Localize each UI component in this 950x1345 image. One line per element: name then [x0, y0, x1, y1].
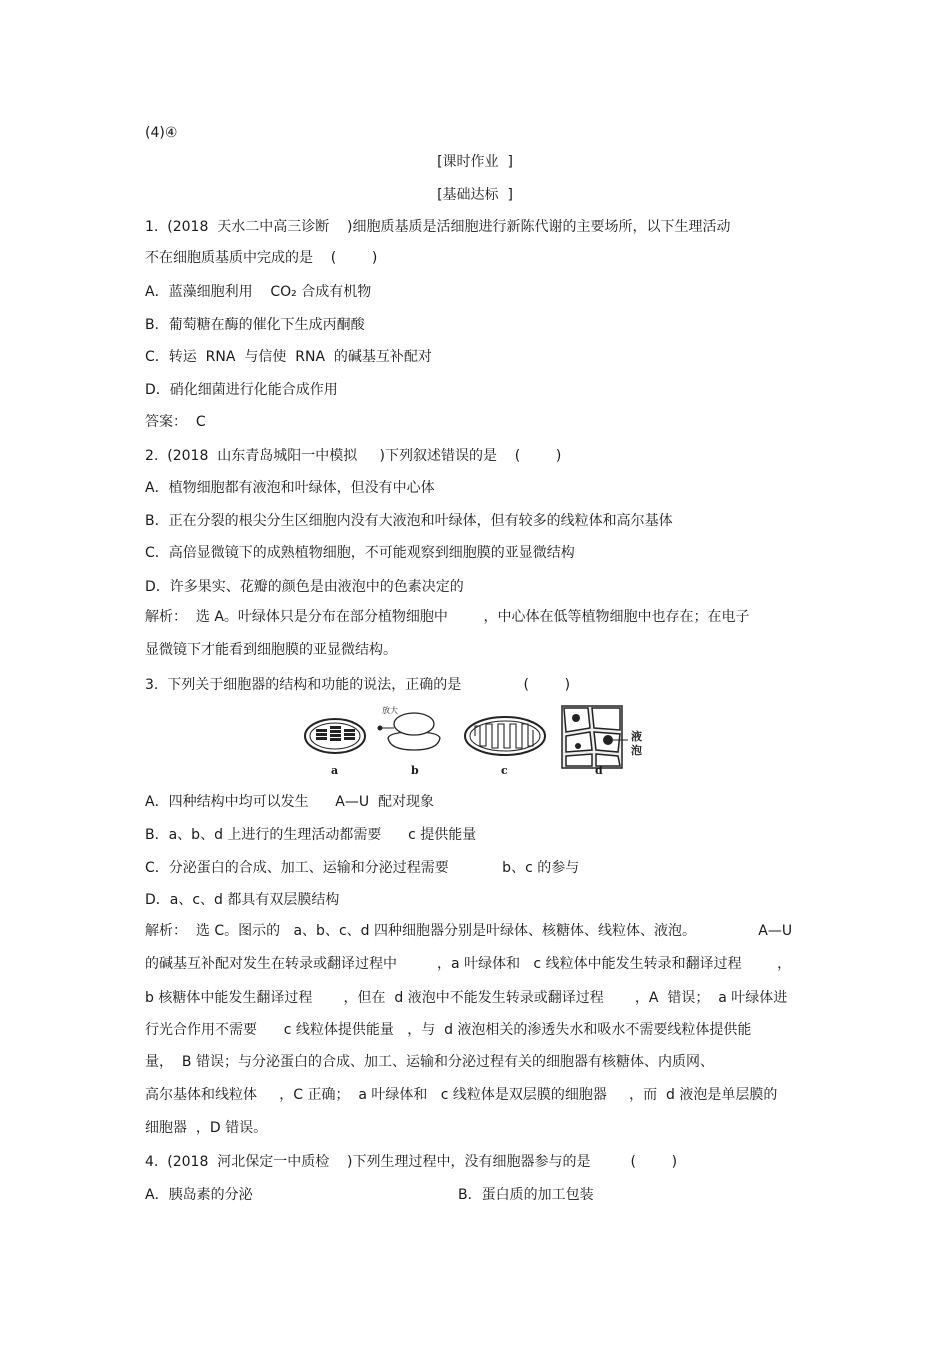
question-2-line-1: 2. (2018 山东青岛城阳一中模拟 )下列叙述错误的是 ( ): [145, 448, 562, 464]
question-3-line-1: 3. 下列关于细胞器的结构和功能的说法，正确的是 ( ): [145, 677, 571, 693]
question-2-option-a: A．植物细胞都有液泡和叶绿体，但没有中心体: [145, 480, 435, 496]
question-3-analysis-line-4: 行光合作用不需要 c 线粒体提供能量 ，与 d 液泡相关的渗透失水和吸水不需要线粒体提供能: [145, 1022, 752, 1038]
question-2-analysis-line-2: 显微镜下才能看到细胞膜的亚显微结构。: [145, 642, 397, 658]
question-1-option-a: A．蓝藻细胞利用 CO₂ 合成有机物: [145, 284, 372, 300]
question-3-option-b: B．a、b、d 上进行的生理活动都需要 c 提供能量: [145, 827, 477, 843]
question-3-option-d: D．a、c、d 都具有双层膜结构: [145, 892, 340, 908]
question-2-option-d: D．许多果实、花瓣的颜色是由液泡中的色素决定的: [145, 579, 464, 595]
question-1-line-1: 1. (2018 天水二中高三诊断 )细胞质基质是活细胞进行新陈代谢的主要场所，以下生理活动: [145, 219, 731, 235]
figure-label-a: a: [331, 764, 339, 777]
section-title-basic: [基础达标 ]: [437, 187, 513, 203]
question-3-analysis-line-2: 的碱基互补配对发生在转录或翻译过程中 ，a 叶绿体和 c 线粒体中能发生转录和翻译过程 ，: [145, 956, 792, 972]
figure-label-b: b: [411, 764, 419, 777]
question-4-option-b: B．蛋白质的加工包装: [458, 1187, 594, 1203]
magnify-label: 放大: [382, 706, 398, 715]
question-1-option-d: D．硝化细菌进行化能合成作用: [145, 382, 338, 398]
question-3-analysis-line-5: 量， B 错误；与分泌蛋白的合成、加工、运输和分泌过程有关的细胞器有核糖体、内质网、: [145, 1054, 714, 1070]
question-2-option-b: B．正在分裂的根尖分生区细胞内没有大液泡和叶绿体，但有较多的线粒体和高尔基体: [145, 513, 673, 529]
question-3-option-c: C．分泌蛋白的合成、加工、运输和分泌过程需要 b、c 的参与: [145, 860, 580, 876]
question-3-analysis-line-6: 高尔基体和线粒体 ，C 正确； a 叶绿体和 c 线粒体是双层膜的细胞器 ，而 d 液泡是单层膜的: [145, 1087, 778, 1103]
previous-answer-item: (4)④: [145, 125, 178, 141]
mitochondrion-diagram: [465, 717, 545, 755]
question-4-option-a: A．胰岛素的分泌: [145, 1187, 253, 1203]
question-1-option-b: B．葡萄糖在酶的催化下生成丙酮酸: [145, 317, 365, 333]
question-2-option-c: C．高倍显微镜下的成熟植物细胞，不可能观察到细胞膜的亚显微结构: [145, 545, 575, 561]
figure-label-d: d: [595, 764, 603, 777]
question-4-line-1: 4. (2018 河北保定一中质检 )下列生理过程中，没有细胞器参与的是 ( ): [145, 1154, 678, 1170]
ribosome-diagram: [378, 713, 441, 750]
question-1-answer: 答案： C: [145, 414, 206, 430]
chloroplast-diagram: [305, 719, 365, 753]
figure-label-c: c: [501, 764, 508, 777]
vacuole-label-2: 泡: [631, 744, 642, 757]
question-3-analysis-line-3: b 核糖体中能发生翻译过程 ，但在 d 液泡中不能发生转录或翻译过程 ，A 错误； a 叶绿体进: [145, 990, 788, 1006]
question-3-analysis-line-7: 细胞器 ，D 错误。: [145, 1120, 268, 1136]
question-3-analysis-line-1: 解析： 选 C。图示的 a、b、c、d 四种细胞器分别是叶绿体、核糖体、线粒体、液泡。 A—U: [145, 923, 793, 939]
vacuole-label-1: 液: [631, 730, 642, 743]
vacuole-cells-diagram: [562, 706, 628, 768]
question-1-line-2: 不在细胞质基质中完成的是 ( ): [145, 250, 378, 266]
section-title-homework: [课时作业 ]: [437, 154, 513, 170]
question-1-option-c: C．转运 RNA 与信使 RNA 的碱基互补配对: [145, 349, 432, 365]
question-3-option-a: A．四种结构中均可以发生 A—U 配对现象: [145, 794, 435, 810]
question-2-analysis-line-1: 解析： 选 A。叶绿体只是分布在部分植物细胞中 ，中心体在低等植物细胞中也存在；在电子: [145, 609, 750, 625]
